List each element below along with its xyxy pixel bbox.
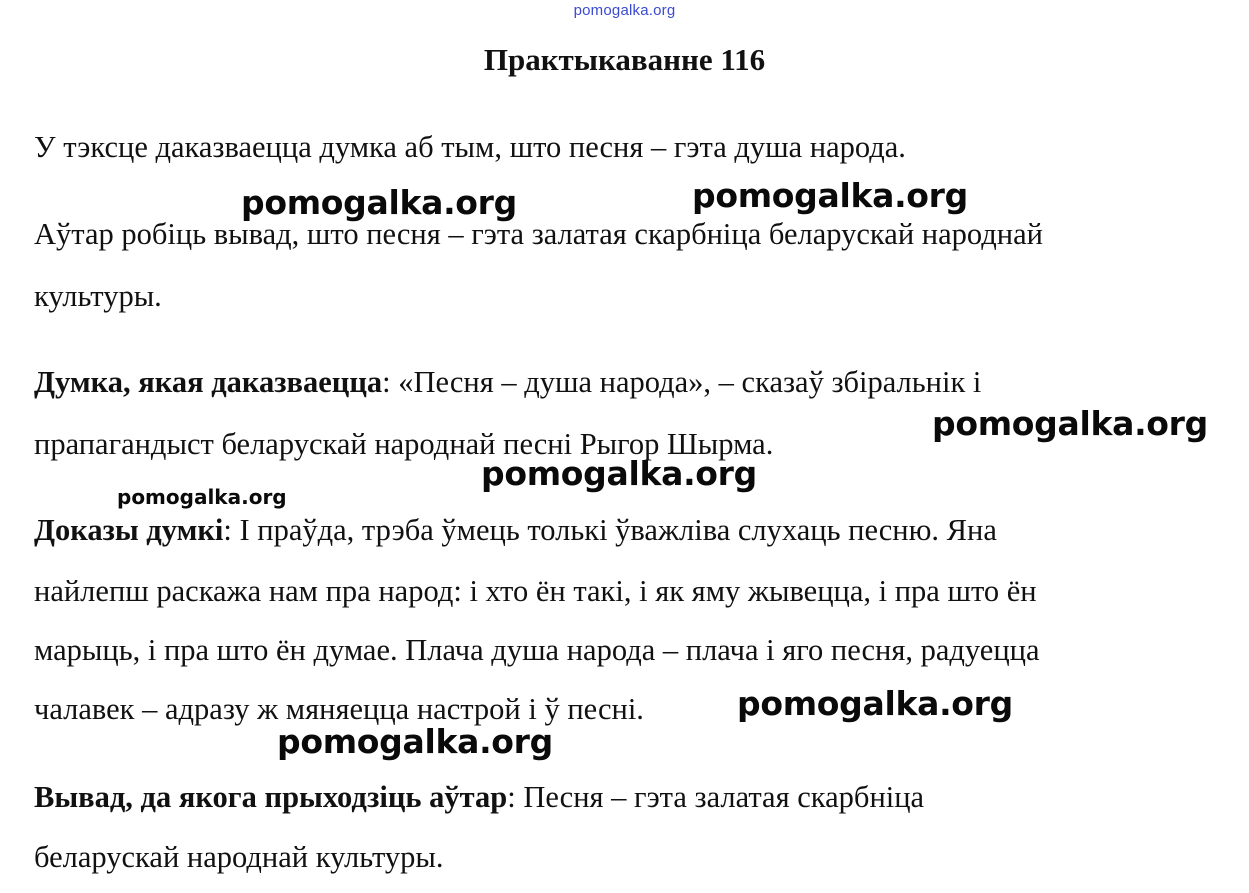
idea-text: : «Песня – душа народа», – сказаў збіральнік і <box>382 365 982 399</box>
evidence-label: Доказы думкі <box>34 513 224 547</box>
evidence-text: : І праўда, трэба ўмець толькі ўважліва слухаць песню. Яна <box>223 513 997 547</box>
paragraph-evidence-line-2: найлепш раскажа нам пра народ: і хто ён такі, і як яму жывецца, і пра што ён <box>34 574 1037 608</box>
watermark: pomogalka.org <box>241 183 517 222</box>
paragraph-evidence-line-1 <box>34 510 997 550</box>
paragraph-thesis: У тэксце даказваецца думка аб тым, што песня – гэта душа народа. <box>34 130 906 164</box>
watermark: pomogalka.org <box>737 684 1013 723</box>
watermark: pomogalka.org <box>932 404 1208 443</box>
watermark: pomogalka.org <box>481 454 757 493</box>
site-url-header[interactable]: pomogalka.org <box>573 2 676 19</box>
paragraph-idea-line-1 <box>34 362 981 402</box>
author-conclusion-label: Вывад, да якога прыходзіць аўтар <box>34 780 508 814</box>
paragraph-idea-line-2: прапагандыст беларускай народнай песні Рыгор Шырма. <box>34 427 774 461</box>
paragraph-evidence-line-4: чалавек – адразу ж мяняецца настрой і ў песні. <box>34 692 644 726</box>
watermark: pomogalka.org <box>277 722 553 761</box>
paragraph-conclusion-line-1: Аўтар робіць вывад, што песня – гэта залатая скарбніца беларускай народнай <box>34 217 1043 251</box>
author-conclusion-text: : Песня – гэта залатая скарбніца <box>507 780 925 814</box>
page-title: Практыкаванне 116 <box>483 42 766 77</box>
watermark: pomogalka.org <box>692 176 968 215</box>
watermark: pomogalka.org <box>117 485 287 509</box>
paragraph-author-conclusion-line-2: беларускай народнай культуры. <box>34 840 444 874</box>
idea-label: Думка, якая даказваецца <box>34 365 383 399</box>
paragraph-evidence-line-3: марыць, і пра што ён думае. Плача душа народа – плача і яго песня, радуецца <box>34 633 1040 667</box>
paragraph-author-conclusion-line-1 <box>34 777 924 817</box>
paragraph-conclusion-line-2: культуры. <box>34 279 162 313</box>
